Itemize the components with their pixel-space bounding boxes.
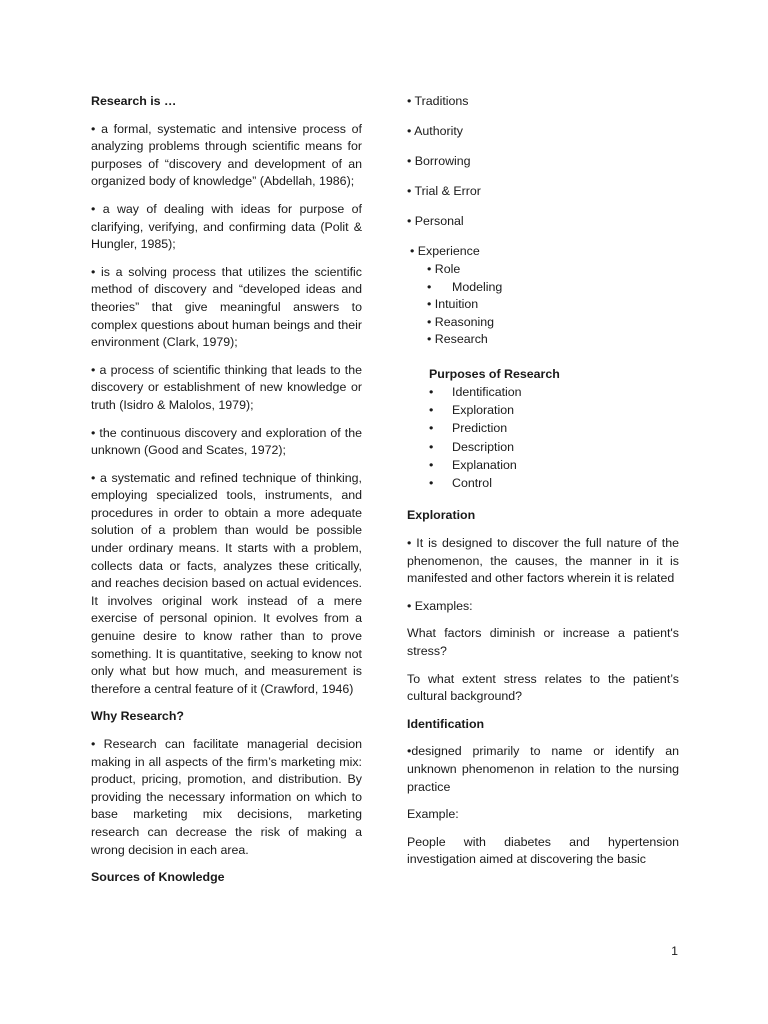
bullet-icon: • <box>429 402 434 417</box>
definition-6: • a systematic and refined technique of thinking, employing specialized tools, instruments, and procedures in order to obtain a more adequate solution of a problem than would be possible under ordinary means. It starts with a problem, collects data or facts, analyzes these critically, and reaches decision based on actual evidences. It involves original work instead of a mere exercise of personal opinion. It evolves from a genuine desire to know rather than to prove something. It is quantitative, seeking to know not only what but how much, and measurement is therefore a central feature of it (Crawford, 1946) <box>91 470 362 696</box>
definition-3: • is a solving process that utilizes the scientific method of discovery and “developed ideas and theories” that give meaningful answers to complex questions about human beings and their environment (Clark, 1979); <box>91 264 362 350</box>
purpose-prediction: Prediction <box>452 421 508 436</box>
purpose-identification: Identification <box>452 384 522 399</box>
bullet-icon: • <box>429 457 434 472</box>
definition-1: • a formal, systematic and intensive process of analyzing problems through scientific means for purposes of “discovery and development of an organized body of knowledge” (Abdellah, 1986); <box>91 121 362 189</box>
source-item-authority: • Authority <box>407 124 463 139</box>
experience-item-research: • Research <box>427 332 488 347</box>
definition-4: • a process of scientific thinking that leads to the discovery or establishment of new knowledge or truth (Isidro & Malolos, 1979); <box>91 362 362 412</box>
example-label: Example: <box>407 807 459 822</box>
purpose-description: Description <box>452 439 514 454</box>
experience-item-modeling: • Modeling <box>427 279 503 294</box>
bullet-icon: • <box>429 384 434 399</box>
source-item-trial-error: • Trial & Error <box>407 184 481 199</box>
purposes-heading: Purposes of Research <box>429 367 560 382</box>
why-research-heading: Why Research? <box>91 709 184 724</box>
experience-list <box>427 261 679 349</box>
bullet-icon: • <box>429 421 434 436</box>
left-column <box>91 93 362 887</box>
why-research-text: • Research can facilitate managerial decision making in all aspects of the firm’s marketing mix: product, pricing, promotion, and distribution. By providing the necessary information on which to base marketing mix decisions, marketing research can decrease the risk of making a wrong decision in each area. <box>91 737 362 857</box>
list-item <box>429 384 679 402</box>
list-item <box>429 457 679 475</box>
experience-item-reasoning: • Reasoning <box>427 314 495 329</box>
purposes-section <box>429 366 679 493</box>
definition-5: • the continuous discovery and exploration of the unknown (Good and Scates, 1972); <box>91 425 362 458</box>
bullet-icon: • <box>429 476 434 491</box>
page-number: 1 <box>671 944 678 958</box>
experience-heading: • Experience <box>410 244 480 259</box>
list-item <box>429 475 679 493</box>
definition-2: • a way of dealing with ideas for purpose of clarifying, verifying, and confirming data (Polit & Hungler, 1985); <box>91 201 362 252</box>
purpose-explanation: Explanation <box>452 457 517 472</box>
example-text: People with diabetes and hypertension investigation aimed at discovering the basic <box>407 834 679 867</box>
source-item-personal: • Personal <box>407 214 464 229</box>
source-item-borrowing: • Borrowing <box>407 154 471 169</box>
purpose-control: Control <box>452 476 492 491</box>
list-item <box>429 420 679 438</box>
list-item <box>429 439 679 457</box>
example-question-1: What factors diminish or increase a patient's stress? <box>407 626 679 658</box>
identification-text: •designed primarily to name or identify an unknown phenomenon in relation to the nursing practice <box>407 744 679 794</box>
exploration-text: • It is designed to discover the full nature of the phenomenon, the causes, the manner in it is manifested and other factors wherein it is related <box>407 536 679 586</box>
identification-heading: Identification <box>407 716 485 731</box>
research-is-heading: Research is … <box>91 94 177 108</box>
exploration-heading: Exploration <box>407 508 476 523</box>
sources-of-knowledge-heading: Sources of Knowledge <box>91 870 225 885</box>
experience-item-intuition: • Intuition <box>427 297 479 312</box>
example-question-2: To what extent stress relates to the patient’s cultural background? <box>407 671 679 704</box>
bullet-icon: • <box>429 439 434 454</box>
list-item <box>429 402 679 420</box>
right-column <box>407 93 679 869</box>
examples-label: • Examples: <box>407 598 473 613</box>
purpose-exploration: Exploration <box>452 402 514 417</box>
experience-item-role: • Role <box>427 262 461 277</box>
source-item-traditions: • Traditions <box>407 94 469 108</box>
